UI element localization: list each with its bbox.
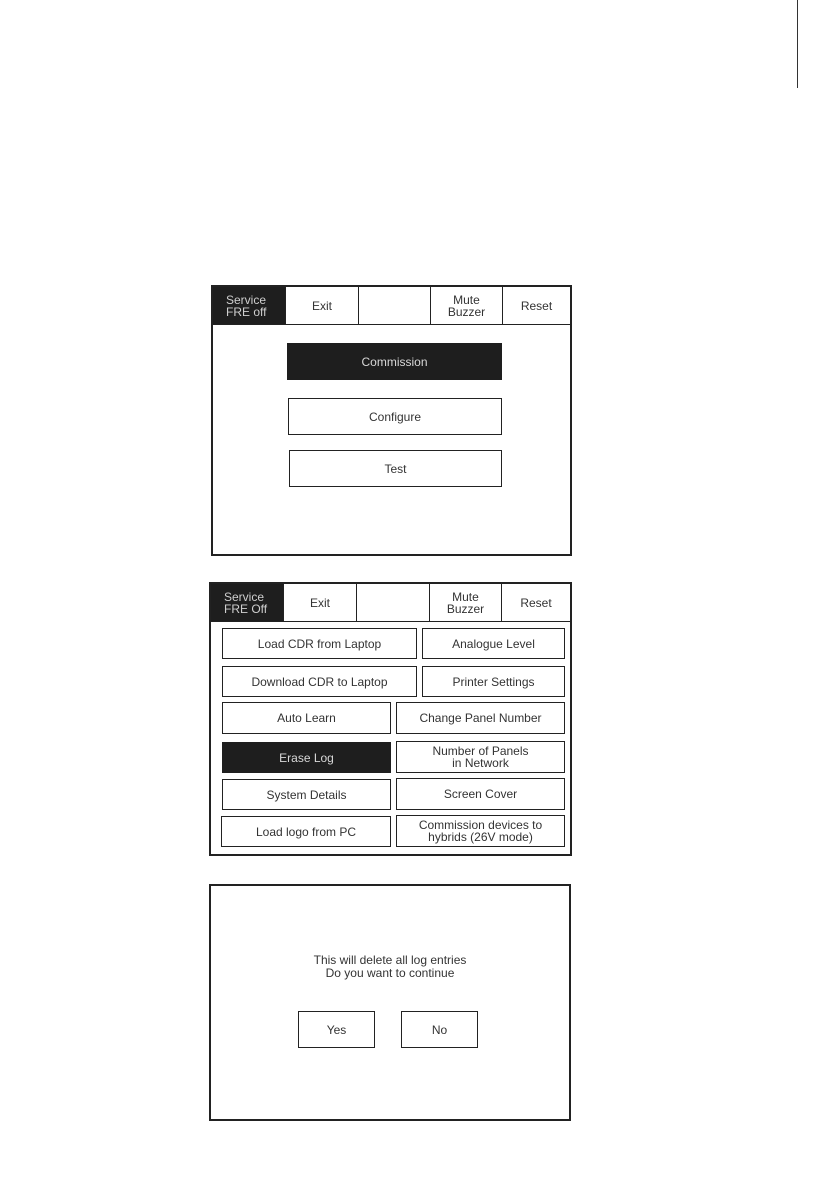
mute-buzzer-button[interactable] [430,584,502,621]
status-line-1: Service [226,292,267,307]
status-indicator [213,287,286,324]
exit-button[interactable]: Exit [286,287,359,324]
mute-line-1: Mute [453,292,480,307]
reset-button[interactable]: Reset [520,298,553,313]
auto-learn-button[interactable]: Auto Learn [222,702,391,734]
mute-line-2: Buzzer [446,601,485,616]
status-line-1: Service [224,589,265,604]
commission-hybrids-line-2: hybrids (26V mode) [428,830,533,844]
download-cdr-button[interactable]: Download CDR to Laptop [222,666,417,697]
no-button[interactable]: No [401,1011,478,1048]
yes-button[interactable]: Yes [298,1011,375,1048]
analogue-level-button[interactable]: Analogue Level [422,628,565,659]
screen-erase-log-confirm [209,884,571,1121]
screen-service-menu [211,285,572,556]
reset-button[interactable]: Reset [520,595,552,610]
screen-commission-menu [209,582,572,856]
top-bar [213,287,570,325]
confirm-message-line-2: Do you want to continue [325,966,455,980]
configure-button[interactable]: Configure [288,398,502,435]
page-cut-line [797,0,798,88]
number-of-panels-line-1: Number of Panels [432,744,529,758]
system-details-button[interactable]: System Details [222,779,391,810]
change-panel-number-button[interactable]: Change Panel Number [396,702,565,734]
mute-line-1: Mute [452,589,479,604]
mute-buzzer-button[interactable] [431,287,503,324]
number-of-panels-line-2: in Network [452,756,509,770]
screen-cover-button[interactable]: Screen Cover [396,778,565,810]
status-indicator [211,584,284,621]
commission-button[interactable]: Commission [287,343,502,380]
status-line-2: FRE off [226,304,267,319]
top-bar [211,584,570,622]
blank-button[interactable] [357,584,430,621]
exit-button[interactable]: Exit [284,584,357,621]
status-line-2: FRE Off [224,601,268,616]
number-of-panels-button[interactable] [396,741,565,773]
blank-button[interactable] [359,287,431,324]
confirm-message [211,954,569,980]
commission-hybrids-line-1: Commission devices to [418,818,543,832]
printer-settings-button[interactable]: Printer Settings [422,666,565,697]
load-cdr-button[interactable]: Load CDR from Laptop [222,628,417,659]
commission-hybrids-button[interactable] [396,815,565,847]
test-button[interactable]: Test [289,450,502,487]
load-logo-button[interactable]: Load logo from PC [221,816,391,847]
confirm-message-line-1: This will delete all log entries [313,953,467,967]
erase-log-button[interactable]: Erase Log [222,742,391,773]
mute-line-2: Buzzer [447,304,486,319]
